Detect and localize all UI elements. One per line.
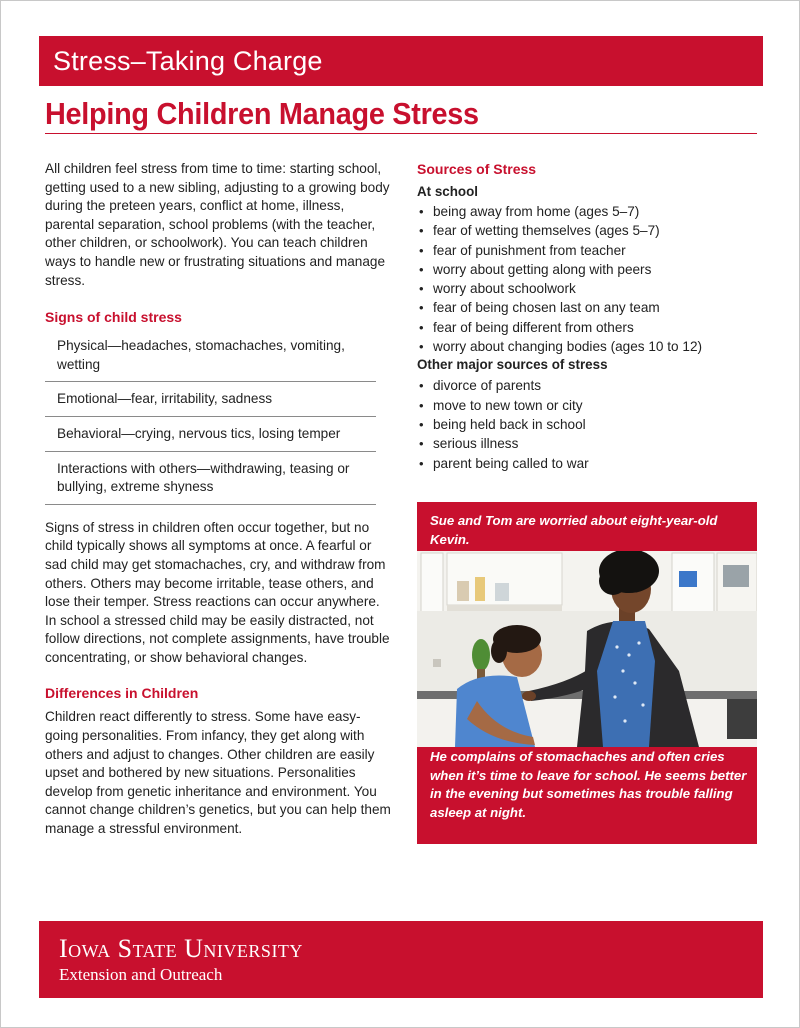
- list-item: • fear of punishment from teacher: [417, 241, 763, 260]
- intro-paragraph: All children feel stress from time to time: starting school, getting used to a new sibling, adjusting to a growing body during the preteen years, conflict at home, illness, parental separation, school problems (with the teacher, other children, or schoolwork). You can teach children ways to handle new or frustrating situations and manage stress.: [45, 161, 390, 288]
- signs-heading: Signs of child stress: [45, 309, 182, 326]
- bullet-icon: •: [419, 319, 424, 335]
- bullet-icon: •: [419, 300, 424, 316]
- signs-list: [45, 329, 376, 505]
- list-item: • move to new town or city: [417, 396, 763, 415]
- list-item: • worry about changing bodies (ages 10 to 12): [417, 337, 763, 356]
- sign-item-physical: Physical—headaches, stomachaches, vomiting, wetting: [45, 329, 376, 382]
- bullet-icon: •: [419, 204, 424, 219]
- list-item: • serious illness: [417, 434, 763, 453]
- title-divider: [45, 133, 757, 134]
- list-item: • fear of wetting themselves (ages 5–7): [417, 221, 763, 240]
- school-sources-list: [417, 202, 763, 356]
- sign-item-interactions: Interactions with others—withdrawing, teasing or bullying, extreme shyness: [45, 452, 376, 505]
- university-logo-text: Iowa State University: [59, 934, 303, 963]
- footer-banner: [39, 921, 763, 998]
- story-box: [417, 502, 757, 844]
- differences-heading: Differences in Children: [45, 685, 199, 702]
- list-item: • being away from home (ages 5–7): [417, 202, 763, 221]
- list-item: • being held back in school: [417, 415, 763, 434]
- sign-item-behavioral: Behavioral—crying, nervous tics, losing temper: [45, 417, 376, 452]
- other-sources-heading: Other major sources of stress: [417, 357, 608, 373]
- other-sources-list: [417, 376, 763, 472]
- left-column: [45, 160, 391, 839]
- list-item: • fear of being chosen last on any team: [417, 298, 763, 317]
- signs-paragraph: Signs of stress in children often occur together, but no child typically shows all symptoms at once. A fearful or sad child may get stomachaches, cry, and withdraw from others. Others may become irritable, tease others, and lose their temper. Stress reactions can occur anywhere. In school a stressed child may be easily distracted, not follow directions, not complete assignments, have trouble concentrating, or show behavioral changes.: [45, 519, 390, 665]
- bullet-icon: •: [419, 436, 424, 452]
- photo-mother-and-son-icon: [417, 551, 757, 747]
- list-item: • fear of being different from others: [417, 318, 763, 337]
- school-heading: At school: [417, 184, 479, 199]
- unit-name: Extension and Outreach: [59, 965, 223, 984]
- page-title: Helping Children Manage Stress: [45, 96, 479, 131]
- bullet-icon: •: [419, 397, 424, 413]
- bullet-icon: •: [419, 242, 424, 258]
- bullet-icon: •: [419, 378, 424, 394]
- bullet-icon: •: [419, 261, 424, 277]
- bullet-icon: •: [419, 281, 424, 297]
- sign-item-emotional: Emotional—fear, irritability, sadness: [45, 382, 376, 417]
- bullet-icon: •: [419, 223, 424, 239]
- sources-heading: Sources of Stress: [417, 161, 537, 177]
- list-item: • worry about getting along with peers: [417, 260, 763, 279]
- story-caption-top: Sue and Tom are worried about eight-year-old Kevin.: [430, 513, 718, 547]
- bullet-icon: •: [419, 455, 424, 471]
- series-banner: Stress–Taking Charge: [39, 36, 763, 86]
- list-item: • worry about schoolwork: [417, 279, 763, 298]
- story-caption-bottom: He complains of stomachaches and often cries when it’s time to leave for school. He seems better in the evening but sometimes has trouble falling asleep at night.: [430, 749, 747, 820]
- bullet-icon: •: [419, 416, 424, 432]
- differences-paragraph: Children react differently to stress. Some have easy-going personalities. From infancy, they get along with others and adjust to changes. Other children are easily upset and bothered by new situations. Personalities develop from genetic inheritance and environment. You cannot change children’s genetics, but you can help them manage a stressful environment.: [45, 709, 391, 837]
- right-column: [417, 161, 763, 473]
- bullet-icon: •: [419, 339, 424, 355]
- list-item: • divorce of parents: [417, 376, 763, 395]
- list-item: • parent being called to war: [417, 454, 763, 473]
